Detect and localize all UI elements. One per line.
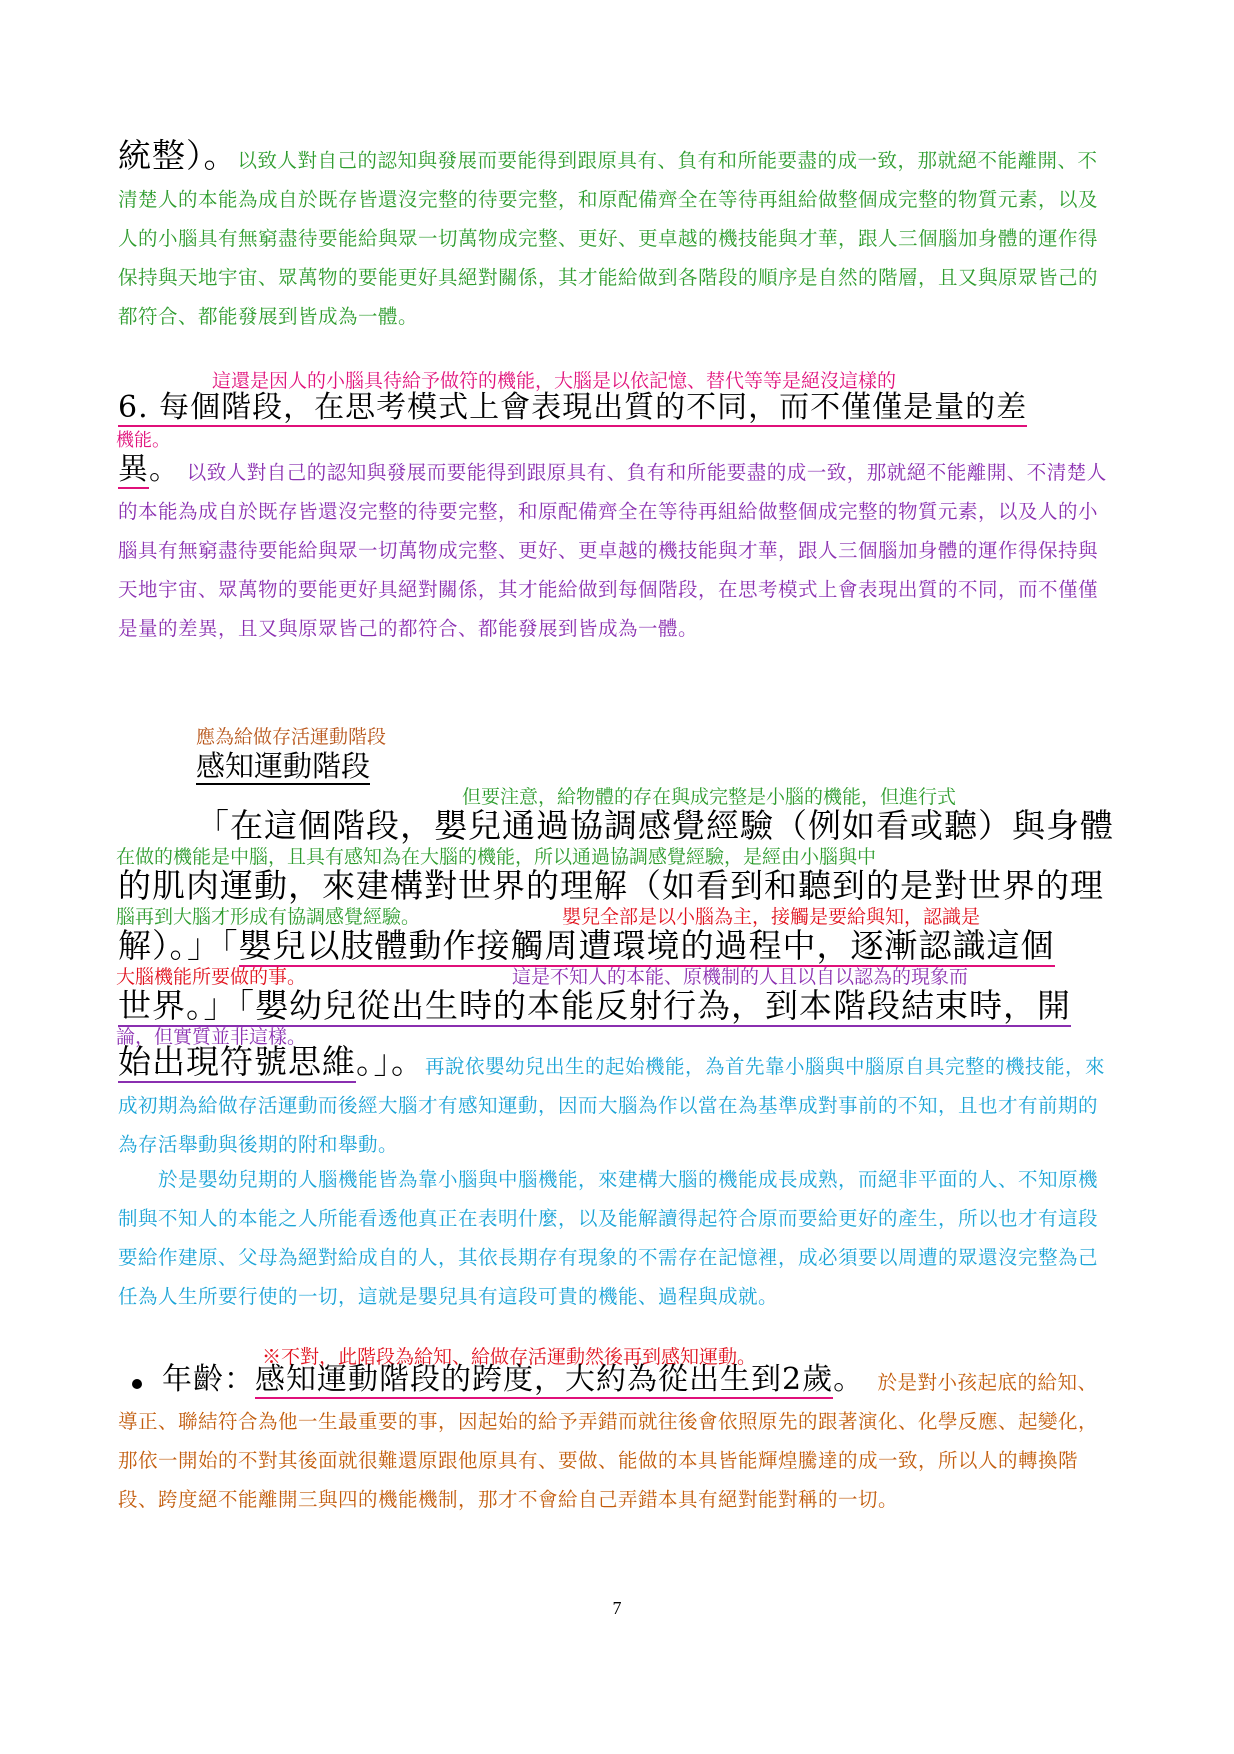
age-punct: 。 (833, 1362, 865, 1397)
stage-note-4b: 這是不知人的本能、原機制的人且以自以認為的現象而 (512, 966, 969, 988)
stage-line-5-end: 。」。 (356, 1042, 425, 1081)
stage-note-2: 在做的機能是中腦，且具有感知為在大腦的機能，所以通過協調感覺經驗，是經由小腦與中 (116, 846, 877, 868)
stage-paragraph-2: 於是嬰幼兒期的人腦機能皆為靠小腦與中腦機能，來建構大腦的機能成長成熟，而絕非平面的人、不知原機制與不知人的本能之人所能看透他真正在表明什麼，以及能解讀得起符合原而要給更好的產生，所以也才有這段要給作建原、父母為絕對給成自的人，其依長期存有現象的不需存在記憶裡，成必須要以周遭的眾還沒完整為己任為人生所要行使的一切，這就是嬰兒具有這段可貴的機能、過程與成就。 (118, 1168, 1099, 1308)
s6-heading-text: 6. 每個階段，在思考模式上會表現出質的不同，而不僅僅是量的差 (118, 390, 1028, 425)
stage-text: 再說依嬰幼兒出生的起始機能，為首先靠小腦與中腦原自具完整的機技能，來成初期為給做存活運動而後經大腦才有感知運動，因而大腦為作以當在為基準成對事前的不知，且也才有前期的為存活舉動與後期的附和舉動。 (118, 1055, 1106, 1156)
age-note: ※不對，此階段為給知、給做存活運動然後再到感知運動。 (262, 1346, 757, 1368)
stage-line-4b: 嬰幼兒從出生時的本能反射行為，到本階段結束時，開 (255, 986, 1071, 1025)
p1-lead: 統整） (118, 136, 204, 175)
paragraph-1 (118, 136, 1116, 336)
s6-text: 以致人對自己的認知與發展而要能得到跟原具有、負有和所能要盡的成一致，那就絕不能離開、不清楚人的本能為成自於既存皆還沒完整的待要完整，和原配備齊全在等待再組給做整個成完整的物質元素，以及人的小腦具有無窮盡待要能給與眾一切萬物成完整、更好、更卓越的機技能與才華，跟人三個腦加身體的運作得保持與天地宇宙、眾萬物的要能更好具絕對關係，其才能給做到每個階段，在思考模式上會表現出質的不同，而不僅僅是量的差異，且又與原眾皆己的都符合、都能發展到皆成為一體。 (118, 461, 1107, 640)
stage-title (196, 746, 1194, 786)
stage-line-4a: 世界。」「 (118, 986, 255, 1025)
stage-line-3a: 解）。」「 (118, 926, 239, 965)
stage-annotation: 應為給做存活運動階段 (196, 726, 387, 748)
stage-line-1: 「在這個階段，嬰兒通過協調感覺經驗（例如看或聽）與身體 (196, 806, 1114, 845)
age-label: 年齡： (162, 1362, 255, 1397)
age-text: 於是對小孩起底的給知、導正、聯結符合為他一生最重要的事，因起始的給予弄錯而就往後會依照原先的跟著演化、化學反應、起變化，那依一開始的不對其後面就很難還原跟他原具有、要做、能做的本具皆能輝煌騰達的成一致，所以人的轉換階段、跨度絕不能離開三與四的機能機制，那才不會給自己弄錯本具有絕對能對稱的一切。 (118, 1371, 1099, 1511)
s6-punct: 。 (149, 452, 180, 487)
s6-heading (118, 388, 1116, 428)
s6-note-below: 機能。 (116, 430, 170, 451)
age-value: 感知運動階段的跨度，大約為從出生到2歲 (255, 1362, 834, 1397)
stage-paragraph (118, 1042, 1116, 1164)
p1-text: 以致人對自己的認知與發展而要能得到跟原具有、負有和所能要盡的成一致，那就絕不能離開、不清楚人的本能為成自於既存皆還沒完整的待要完整，和原配備齊全在等待再組給做整個成完整的物質元素，以及人的小腦具有無窮盡待要能給與眾一切萬物成完整、更好、更卓越的機技能與才華，跟人三個腦加身體的運作得保持與天地宇宙、眾萬物的要能更好具絕對關係，其才能給做到各階段的順序是自然的階層，且又與原眾皆己的都符合、都能發展到皆成為一體。 (118, 149, 1099, 328)
s6-note-above: 這還是因人的小腦具待給予做符的機能，大腦是以依記憶、替代等等是絕沒這樣的 (212, 370, 897, 392)
s6-paragraph (118, 450, 1116, 648)
stage-note-1: 但要注意，給物體的存在與成完整是小腦的機能，但進行式 (462, 786, 957, 808)
stage-line-4 (118, 986, 1116, 1026)
stage-note-3b: 嬰兒全部是以小腦為主，接觸是要給與知，認識是 (562, 906, 981, 928)
stage-note-5: 論，但實質並非這樣。 (116, 1026, 307, 1048)
bullet-icon (132, 1379, 142, 1389)
stage-note-3a: 腦再到大腦才形成有協調感覺經驗。 (116, 906, 421, 928)
p1-punct: 。 (203, 136, 238, 175)
age-paragraph (118, 1360, 1116, 1519)
stage-title-text: 感知運動階段 (196, 749, 371, 783)
stage-line-2: 的肌肉運動，來建構對世界的理解（如看到和聽到的是對世界的理 (118, 866, 1104, 905)
stage-line-3b: 嬰兒以肢體動作接觸周遭環境的過程中，逐漸認識這個 (238, 926, 1055, 965)
stage-line-5: 始出現符號思維 (118, 1042, 356, 1081)
page-number: 7 (612, 1598, 622, 1618)
stage-line-3 (118, 926, 1116, 966)
stage-note-4a: 大腦機能所要做的事。 (116, 966, 307, 988)
s6-heading-end: 異 (118, 452, 149, 487)
